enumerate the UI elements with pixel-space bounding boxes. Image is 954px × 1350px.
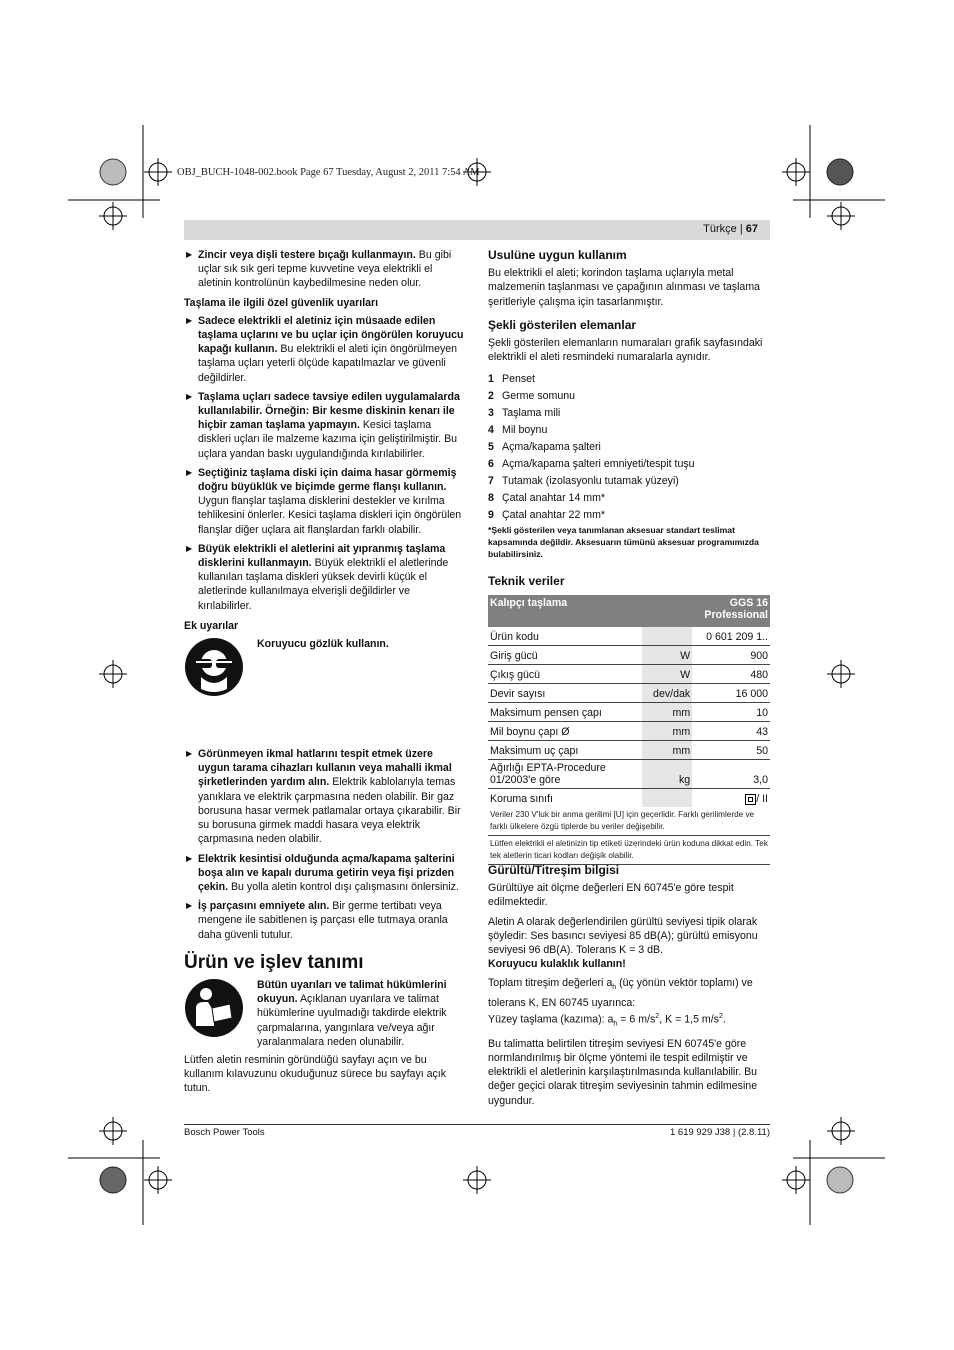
footer-rule <box>184 1124 770 1125</box>
product-heading: Ürün ve işlev tanımı <box>184 951 364 973</box>
table-row: Devir sayısı dev/dak 16 000 <box>488 684 770 703</box>
tech-table-wrap <box>488 595 770 865</box>
list-item: 7 Tutamak (izolasyonlu tutamak yüzeyi) <box>488 474 679 487</box>
list-item: 8 Çatal anahtar 14 mm* <box>488 491 606 504</box>
footer-right: 1 619 929 J38 | (2.8.11) <box>669 1127 770 1138</box>
table-note-code: Lütfen elektrikli el aletinizin tip etiketi üzerindeki ürün koduna dikkat edin. Tek tek aletlerin ticari kodları değişik olabilir. <box>488 836 770 865</box>
warning-bullet: ▶ Sadece elektrikli el aletiniz için müsaade edilen taşlama uçlarını ve bu uçlar için öngörülen koruyucu kapağı kullanın. Bu elektrikli el aleti için öngörülmeyen taşlama uçları yeterli ölçüde kapatılmazlar ve güvenli değildirler. <box>186 314 464 384</box>
read-manual-icon <box>184 978 244 1038</box>
tech-heading: Teknik veriler <box>488 574 565 589</box>
elements-heading: Şekli gösterilen elemanlar <box>488 317 637 332</box>
tech-table <box>488 595 770 807</box>
vibration-p3: Bu talimatta belirtilen titreşim seviyesi EN 60745'e göre normlandırılmış bir ölçme yöntemi ile tespit edilmiştir ve elektrikli el aletlerinin karşılaştırılmasında kullanılabilir. Bu değer geçici olarak titreşim seviyesinin tahmin edilmesine uygundur. <box>488 1037 758 1107</box>
accessory-note: *Şekli gösterilen veya tanımlanan aksesuar standart teslimat kapsamında değildir. Aksesuarın tümünü aksesuar programımızda bulabilirsiniz. <box>488 525 759 560</box>
warning-bullet: ▶ Görünmeyen ikmal hatlarını tespit etmek üzere uygun tarama cihazları kullanın veya mahalli ikmal şirketlerinden yardım alın. Elektrik kablolarıyla temas yanıklara ve elektrik çarpmasına neden olabilir. Bir gaz borusuna hasar vermek patlamalar ortaya çıkarabilir. Bir su borusuna girmek maddi hasara veya elektrik çarpmasına neden olabilir. <box>186 748 461 846</box>
table-row: Çıkış gücü W 480 <box>488 665 770 684</box>
safety-goggles-icon <box>184 637 244 697</box>
noise-p1: Gürültüye ait ölçme değerleri EN 60745'e göre tespit edilmektedir. <box>488 882 734 909</box>
read-manual-warning: Bütün uyarıları ve talimat hükümlerini okuyun. Açıklanan uyarılara ve talimat hükümlerine uyulmadığı takdirde elektrik çarpmalarına, yangınlara ve/veya ağır yaralanmalara neden olunabilir. <box>184 978 466 1049</box>
warning-bullet: ▶ Zincir veya dişli testere bıçağı kullanmayın. Bu gibi uçlar sık sık geri tepme kuvvetine veya elektrikli el aletinin kontrolünün kaybedilmesine neden olur. <box>186 249 452 290</box>
list-item: 2 Germe somunu <box>488 390 576 403</box>
list-item: 3 Taşlama mili <box>488 407 561 420</box>
table-row: Maksimum pensen çapı mm 10 <box>488 703 770 722</box>
elements-list <box>488 372 770 521</box>
list-item: 5 Açma/kapama şalteri <box>488 440 601 453</box>
warning-bullet: ▶ İş parçasını emniyete alın. Bir germe tertibatı veya mengene ile sabitlenen iş parçası elle tutmaya oranla daha güvenli tutulur. <box>186 900 448 941</box>
warning-bullet: ▶ Elektrik kesintisi olduğunda açma/kapama şalterini boşa alın ve kapalı duruma getirin veya fişi prizden çekin. Bu yolla aletin kontrol dışı çalışmasını önlersiniz. <box>186 852 459 893</box>
table-row: Maksimum uç çapı mm 50 <box>488 741 770 760</box>
table-row: Ürün kodu 0 601 209 1.. <box>488 627 770 646</box>
table-row: Koruma sınıfı / II <box>488 789 770 808</box>
list-item: 1 Penset <box>488 373 535 386</box>
goggles-text: Koruyucu gözlük kullanın. <box>257 638 389 651</box>
goggles-warning <box>184 637 466 727</box>
table-row: Ağırlığı EPTA-Procedure 01/2003'e göre kg 3,0 <box>488 760 770 789</box>
warning-bullet: ▶ Seçtiğiniz taşlama diski için daima hasar görmemiş doğru büyüklük ve biçimde germe flanşı kullanın. Uygun flanşlar taşlama disklerini destekler ve kırılma tehlikesini önlerler. Kesici taşlama diskleri için öngörülen flanşlar diğer uçlara ait flanşlardan farklı olabilir. <box>186 466 462 536</box>
warning-bullet: ▶ Büyük elektrikli el aletlerini ait yıpranmış taşlama disklerini kullanmayın. Büyük elektrikli el aletlerinde kullanılan taşlama diskleri yüksek devirli küçük el aletlerinde kullanılmaya elverişli değildirler ve kırılabilirler. <box>186 542 449 612</box>
noise-p2: Aletin A olarak değerlendirilen gürültü seviyesi tipik olarak şöyledir: Ses basıncı seviyesi 85 dB(A); gürültü emisyonu seviyesi 96 dB(A). Tolerans K = 3 dB. Koruyucu kulaklık kullanın! <box>488 915 758 971</box>
table-row: Mil boynu çapı Ø mm 43 <box>488 722 770 741</box>
footer-left: Bosch Power Tools <box>184 1127 265 1138</box>
list-item: 6 Açma/kapama şalteri emniyeti/tespit tuşu <box>488 457 695 470</box>
list-item: 4 Mil boynu <box>488 424 548 437</box>
table-header: Kalıpçı taşlama GGS 16 Professional <box>488 595 770 627</box>
vibration-p1: Toplam titreşim değerleri $a_h$ (üç yönün vektör toplamı) ve tolerans K, EN 60745 uyarınca: Yüzey taşlama (kazıma): $a_h = 6$ $m/s^2$, K = 1,5 $m/s^2$. <box>488 977 753 1028</box>
noise-heading: Gürültü/Titreşim bilgisi <box>488 863 620 877</box>
fold-out-note: Lütfen aletin resminin göründüğü sayfayı açın ve bu kullanım kılavuzunu okuduğunuz sürece bu sayfayı açık tutun. <box>184 1053 447 1095</box>
list-item: 9 Çatal anahtar 22 mm* <box>488 508 606 521</box>
usage-text: Bu elektrikli el aleti; korindon taşlama uçlarıyla metal malzemenin taşlanması ve çapağının alınması ve taşlama şeritleriyle çalışma için tasarlanmıştır. <box>488 267 761 308</box>
usage-heading: Usulüne uygun kullanım <box>488 248 627 262</box>
print-header: OBJ_BUCH-1048-002.book Page 67 Tuesday, August 2, 2011 7:54 AM <box>177 167 480 178</box>
extra-warnings-heading: Ek uyarılar <box>184 619 239 632</box>
protection-class-icon <box>745 794 756 805</box>
warning-bullet: ▶ Taşlama uçları sadece tavsiye edilen uygulamalarda kullanılabilir. Örneğin: Bir kesme diskinin kenarı ile hiçbir zaman taşlama yapmayın. Kesici taşlama diskleri uçları ile malzeme kazıma için geliştirilmiştir. Bu uçlara yandan baskı uygulandığında kırılabilirler. <box>186 390 460 460</box>
right-column <box>488 248 770 595</box>
left-column <box>184 248 466 1101</box>
page-header-bar <box>184 220 770 240</box>
noise-section <box>488 863 770 1113</box>
table-note-voltage: Veriler 230 V'luk bir anma gerilimi [U] için geçerlidir. Farklı gerilimlerde ve farklı ülkelere özgü tiplerde bu veriler değişebilir. <box>488 807 770 836</box>
elements-text: Şekli gösterilen elemanların numaraları grafik sayfasındaki elektrikli el aleti resmindeki numaralarla aynıdır. <box>488 337 763 364</box>
grinding-heading: Taşlama ile ilgili özel güvenlik uyarıları <box>184 296 379 309</box>
page-header-label: Türkçe | 67 <box>703 223 758 235</box>
table-row: Giriş gücü W 900 <box>488 646 770 665</box>
